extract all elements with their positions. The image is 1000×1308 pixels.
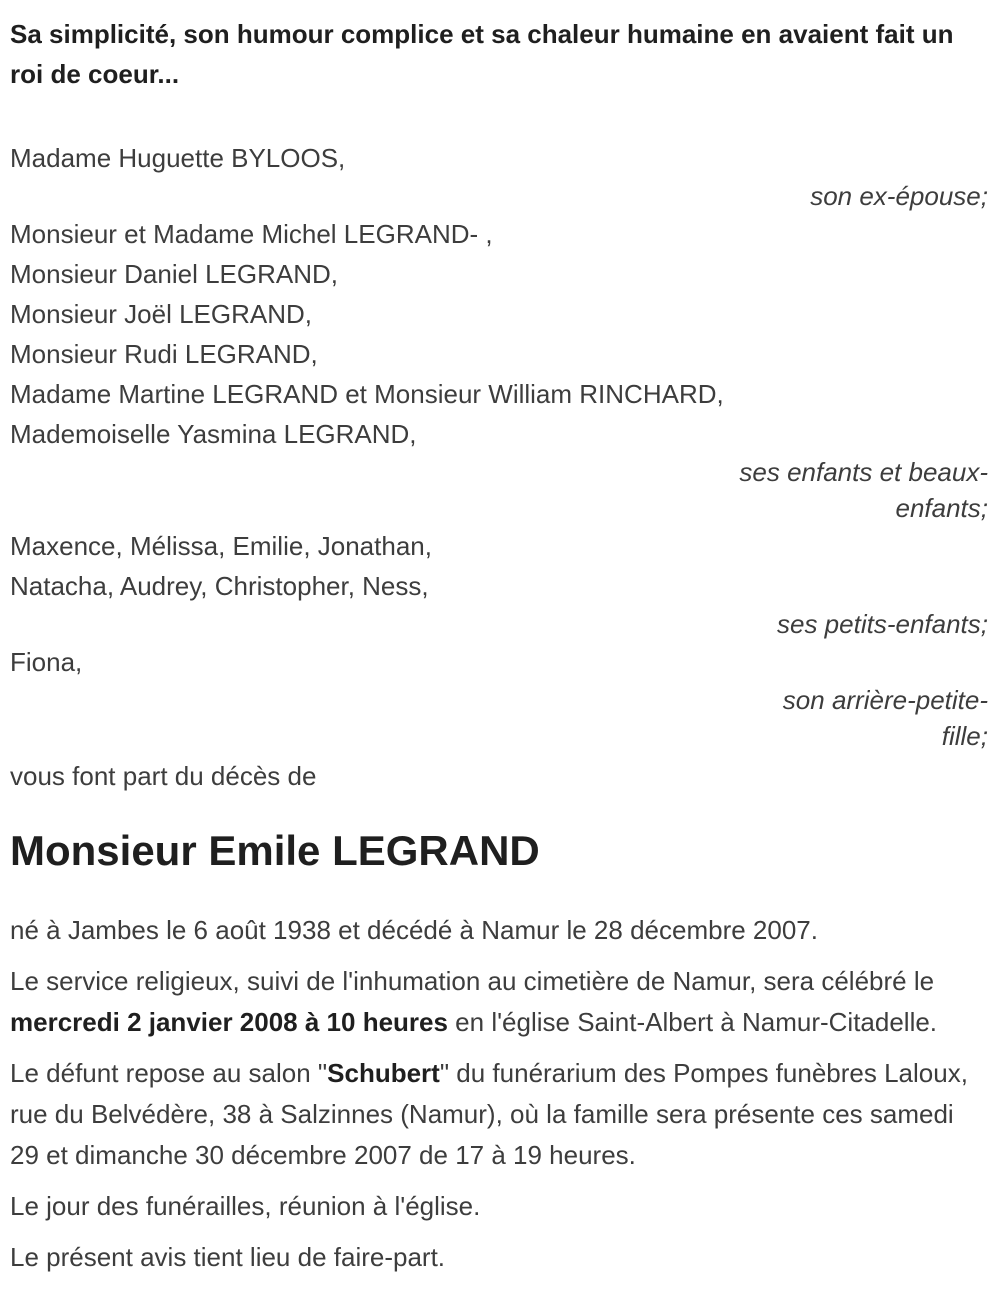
repose-salon-bold: Schubert (327, 1058, 440, 1088)
mourner-child-name: Madame Martine LEGRAND et Monsieur William RINCHARD, (10, 379, 724, 409)
details-section (10, 910, 988, 1278)
paragraph-service (10, 961, 988, 1043)
mourner-great-grandchild-name: Fiona, (10, 647, 83, 677)
mourner-child-name: Monsieur et Madame Michel LEGRAND- , (10, 219, 493, 249)
repose-text-after: " du funérarium des Pompes funèbres Laloux, rue du Belvédère, 38 à Salzinnes (Namur), où la famille sera présente ces samedi 29 et dimanche 30 décembre 2007 de 17 à 19 heures. (10, 1058, 968, 1170)
relation-great-grandchild: son arrière-petite-fille; (782, 685, 988, 751)
mourner-grandchild-name: Natacha, Audrey, Christopher, Ness, (10, 571, 429, 601)
service-text-before: Le service religieux, suivi de l'inhumation au cimetière de Namur, sera célébré le (10, 966, 935, 996)
mourners-section (10, 138, 988, 754)
mourner-grandchild-name: Maxence, Mélissa, Emilie, Jonathan, (10, 531, 432, 561)
deceased-name-heading: Monsieur Emile LEGRAND (10, 827, 540, 874)
mourner-child-name: Monsieur Rudi LEGRAND, (10, 339, 318, 369)
mourner-child-name: Mademoiselle Yasmina LEGRAND, (10, 419, 417, 449)
paragraph-funeral-day: Le jour des funérailles, réunion à l'église. (10, 1191, 481, 1221)
intro-epitaph: Sa simplicité, son humour complice et sa chaleur humaine en avaient fait un roi de coeur... (10, 19, 954, 89)
mourner-child-name: Monsieur Daniel LEGRAND, (10, 259, 339, 289)
mourner-spouse-name: Madame Huguette BYLOOS, (10, 143, 346, 173)
relation-children: ses enfants et beaux-enfants; (739, 457, 988, 523)
repose-text-before: Le défunt repose au salon " (10, 1058, 328, 1088)
paragraph-birth-death: né à Jambes le 6 août 1938 et décédé à Namur le 28 décembre 2007. (10, 915, 818, 945)
relation-grandchildren: ses petits-enfants; (777, 609, 988, 639)
mourner-child-name: Monsieur Joël LEGRAND, (10, 299, 312, 329)
service-text-after: en l'église Saint-Albert à Namur-Citadelle. (447, 1007, 938, 1037)
paragraph-closing: Le présent avis tient lieu de faire-part. (10, 1242, 446, 1272)
relation-spouse: son ex-épouse; (810, 181, 988, 211)
announcement-line: vous font part du décès de (10, 761, 317, 791)
paragraph-repose (10, 1053, 988, 1176)
service-datetime-bold: mercredi 2 janvier 2008 à 10 heures (10, 1007, 448, 1037)
